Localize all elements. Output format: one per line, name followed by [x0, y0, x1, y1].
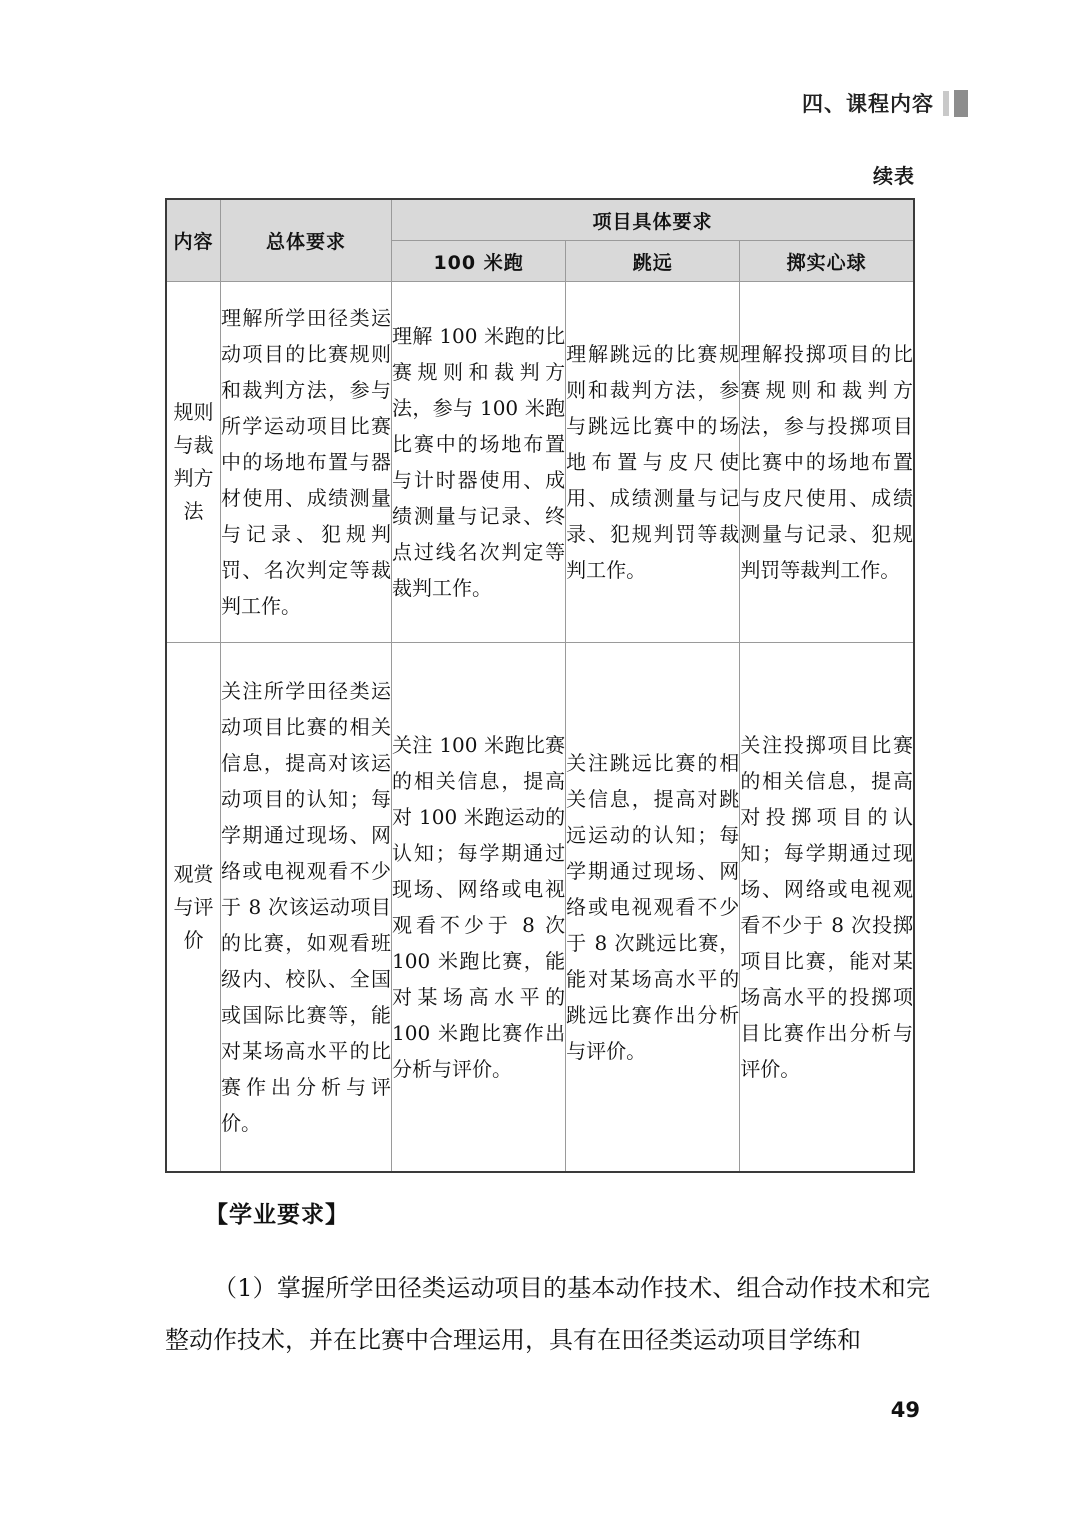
cell-text: 关注跳远比赛的相关信息，提高对跳远运动的认知；每学期通过现场、网络或电视观看不少于 8 次跳远比赛，能对某场高水平的跳远比赛作出分析与评价。 [566, 751, 740, 1063]
row-label-watching-text: 观赏与评价 [173, 861, 214, 952]
page-number: 49 [890, 1398, 920, 1422]
cell-rules-longjump [566, 282, 740, 643]
course-content-table-wrapper [165, 198, 915, 1173]
cell-text: 理解投掷项目的比赛规则和裁判方法，参与投掷项目比赛中的场地布置与皮尺使用、成绩测量与记录、犯规判罚等裁判工作。 [740, 342, 913, 582]
row-label-watching [166, 643, 221, 1173]
column-header-sub-shotput: 掷实心球 [740, 241, 914, 282]
column-header-sub-longjump: 跳远 [566, 241, 740, 282]
cell-text: 关注投掷项目比赛的相关信息，提高对投掷项目的认知；每学期通过现场、网络或电视观看不少于 8 次投掷项目比赛，能对某场高水平的投掷项目比赛作出分析与评价。 [740, 733, 913, 1081]
course-content-table [165, 198, 915, 1173]
cell-rules-shotput [740, 282, 914, 643]
table-header-row-1 [166, 199, 914, 241]
running-header [802, 86, 968, 120]
table-body [166, 282, 914, 1173]
row-label-rules [166, 282, 221, 643]
column-header-overall: 总体要求 [221, 199, 392, 282]
cell-watching-shotput [740, 643, 914, 1173]
cell-rules-100m [392, 282, 566, 643]
double-bar-decoration-icon [943, 90, 968, 116]
cell-text: 关注 100 米跑比赛的相关信息，提高对 100 米跑运动的认知；每学期通过现场、网络或电视观看不少于 8 次 100 米跑比赛，能对某场高水平的 100 米跑比赛作出分析与评价。 [392, 733, 566, 1081]
decor-bar-thick [954, 90, 968, 117]
table-row [166, 643, 914, 1173]
cell-text: 理解所学田径类运动项目的比赛规则和裁判方法，参与所学运动项目比赛中的场地布置与器材使用、成绩测量与记录、犯规判罚、名次判定等裁判工作。 [221, 306, 391, 618]
cell-watching-overall [221, 643, 392, 1173]
cell-watching-longjump [566, 643, 740, 1173]
cell-text: 理解 100 米跑的比赛规则和裁判方法，参与 100 米跑比赛中的场地布置与计时器使用、成绩测量与记录、终点过线名次判定等裁判工作。 [392, 324, 566, 600]
column-header-specific-group: 项目具体要求 [392, 199, 915, 241]
column-header-sub-100m: 100 米跑 [392, 241, 566, 282]
cell-rules-overall [221, 282, 392, 643]
table-caption: 续表 [873, 164, 915, 188]
column-header-content: 内容 [166, 199, 221, 282]
table-row [166, 282, 914, 643]
cell-text: 关注所学田径类运动项目比赛的相关信息，提高对该运动项目的认知；每学期通过现场、网络或电视观看不少于 8 次该运动项目的比赛，如观看班级内、校队、全国或国际比赛等，能对某场高水平的比赛作出分析与评价。 [221, 679, 391, 1135]
cell-text: 理解跳远的比赛规则和裁判方法，参与跳远比赛中的场地布置与皮尺使用、成绩测量与记录、犯规判罚等裁判工作。 [566, 342, 740, 582]
table-head [166, 199, 914, 282]
body-paragraph-1: （1）掌握所学田径类运动项目的基本动作技术、组合动作技术和完整动作技术，并在比赛中合理运用，具有在田径类运动项目学练和 [165, 1274, 930, 1354]
row-label-rules-text: 规则与裁判方法 [173, 400, 214, 523]
cell-watching-100m [392, 643, 566, 1173]
decor-bar-thin [943, 91, 949, 116]
section-heading-academic-requirements: 【学业要求】 [205, 1202, 349, 1228]
running-header-title: 四、课程内容 [802, 92, 934, 116]
